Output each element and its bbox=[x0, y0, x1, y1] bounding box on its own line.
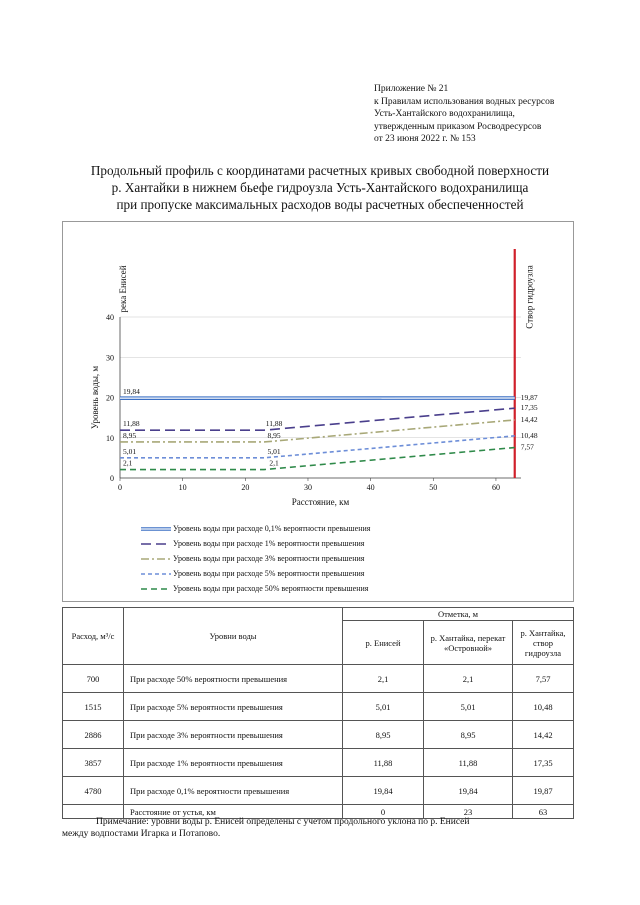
y-tick-label: 0 bbox=[110, 474, 114, 483]
cell-v2: 23 bbox=[424, 805, 513, 819]
header-flow: Расход, м³/с bbox=[63, 608, 124, 665]
data-label: 2,1 bbox=[269, 458, 279, 468]
chart-frame bbox=[62, 221, 574, 602]
y-tick-label: 10 bbox=[106, 433, 114, 443]
legend-swatch bbox=[141, 570, 171, 578]
cell-v1: 8,95 bbox=[343, 721, 424, 749]
cell-v1: 2,1 bbox=[343, 665, 424, 693]
legend-label: Уровень воды при расходе 50% вероятности превышения bbox=[173, 584, 369, 593]
legend-swatch bbox=[141, 525, 171, 533]
legend-item bbox=[141, 581, 541, 596]
legend-item bbox=[141, 521, 541, 536]
cell-v3: 10,48 bbox=[513, 693, 574, 721]
data-label: 10,48 bbox=[520, 430, 538, 440]
note-text: Примечание: уровни воды р. Енисей определены с учетом продольного уклона по р. Енисей bbox=[96, 817, 470, 827]
header-mark: Отметка, м bbox=[343, 608, 574, 621]
series-line bbox=[120, 408, 515, 430]
cell-v2: 11,88 bbox=[424, 749, 513, 777]
table-row bbox=[63, 693, 574, 721]
appendix-line: от 23 июня 2022 г. № 153 bbox=[374, 134, 476, 144]
subheader-rift: р. Хантайка, перекат «Островной» bbox=[424, 621, 513, 665]
legend-item bbox=[141, 566, 541, 581]
table-row bbox=[63, 721, 574, 749]
cell-flow: 2886 bbox=[63, 721, 124, 749]
cell-desc: При расходе 50% вероятности превышения bbox=[124, 665, 343, 693]
cell-v2: 2,1 bbox=[424, 665, 513, 693]
x-tick-label: 50 bbox=[429, 483, 438, 492]
legend-item bbox=[141, 536, 541, 551]
series-line bbox=[120, 420, 515, 442]
cell-v3: 17,35 bbox=[513, 749, 574, 777]
x-tick-label: 0 bbox=[118, 483, 122, 492]
y-axis-label: Уровень воды, м bbox=[90, 365, 100, 430]
legend-label: Уровень воды при расходе 5% вероятности превышения bbox=[173, 569, 365, 578]
cell-v1: 19,84 bbox=[343, 777, 424, 805]
subheader-dam: р. Хантайка, створ гидроузла bbox=[513, 621, 574, 665]
data-label: 5,01 bbox=[123, 446, 137, 456]
right-marker-label: Створ гидроузла bbox=[524, 265, 535, 329]
appendix-line: к Правилам использования водных ресурсов bbox=[374, 96, 555, 107]
data-label: 7,57 bbox=[520, 442, 534, 452]
title-line: р. Хантайки в нижнем бьефе гидроузла Усть-Хантайского водохранилища bbox=[111, 180, 529, 195]
title-line: Продольный профиль с координатами расчетных кривых свободной поверхности bbox=[90, 163, 550, 178]
cell-flow: 1515 bbox=[63, 693, 124, 721]
legend-item bbox=[141, 551, 541, 566]
data-label: 2,1 bbox=[123, 458, 133, 468]
x-tick-label: 20 bbox=[241, 483, 250, 492]
data-label: 19,87 bbox=[520, 393, 538, 403]
series-line bbox=[120, 436, 515, 458]
data-label: 8,95 bbox=[267, 430, 281, 440]
document-title bbox=[40, 162, 600, 213]
appendix-line: утвержденным приказом Росводресурсов bbox=[374, 121, 542, 132]
legend-swatch bbox=[141, 540, 171, 548]
cell-v3: 19,87 bbox=[513, 777, 574, 805]
left-marker-label: река Енисей bbox=[118, 265, 128, 313]
cell-v2: 8,95 bbox=[424, 721, 513, 749]
x-tick-label: 30 bbox=[303, 483, 312, 492]
x-tick-label: 40 bbox=[366, 483, 375, 492]
x-axis-label: Расстояние, км bbox=[291, 497, 350, 507]
legend-swatch bbox=[141, 555, 171, 563]
data-label: 14,42 bbox=[520, 414, 538, 424]
y-tick-label: 20 bbox=[106, 393, 114, 403]
legend-swatch bbox=[141, 585, 171, 593]
subheader-yenisei: р. Енисей bbox=[343, 621, 424, 665]
appendix-line: Усть-Хантайского водохранилища, bbox=[374, 109, 515, 119]
cell-v1: 11,88 bbox=[343, 749, 424, 777]
data-label: 5,01 bbox=[267, 446, 281, 456]
cell-v1: 0 bbox=[343, 805, 424, 819]
levels-table bbox=[62, 607, 574, 819]
note-text-continued: между водпостами Игарка и Потапово. bbox=[62, 829, 221, 839]
table-row bbox=[63, 749, 574, 777]
x-tick-label: 10 bbox=[178, 483, 187, 492]
title-line: при пропуске максимальных расходов воды расчетных обеспеченностей bbox=[116, 197, 524, 212]
legend-label: Уровень воды при расходе 1% вероятности превышения bbox=[173, 539, 365, 548]
cell-flow: 700 bbox=[63, 665, 124, 693]
y-tick-label: 40 bbox=[106, 313, 114, 322]
header-levels: Уровни воды bbox=[124, 608, 343, 665]
cell-v3: 14,42 bbox=[513, 721, 574, 749]
cell-v2: 5,01 bbox=[424, 693, 513, 721]
cell-v1: 5,01 bbox=[343, 693, 424, 721]
data-label: 17,35 bbox=[520, 403, 538, 413]
cell-desc: При расходе 5% вероятности превышения bbox=[124, 693, 343, 721]
cell-desc: При расходе 0,1% вероятности превышения bbox=[124, 777, 343, 805]
data-label: 8,95 bbox=[123, 430, 137, 440]
cell-flow: 4780 bbox=[63, 777, 124, 805]
cell-v3: 63 bbox=[513, 805, 574, 819]
data-label: 11,88 bbox=[123, 419, 140, 429]
y-tick-label: 30 bbox=[106, 353, 114, 363]
legend-label: Уровень воды при расходе 3% вероятности превышения bbox=[173, 554, 365, 563]
chart-legend bbox=[141, 521, 541, 596]
cell-v3: 7,57 bbox=[513, 665, 574, 693]
cell-desc: При расходе 3% вероятности превышения bbox=[124, 721, 343, 749]
cell-flow: 3857 bbox=[63, 749, 124, 777]
data-label: 19,84 bbox=[123, 387, 140, 397]
cell-desc: При расходе 1% вероятности превышения bbox=[124, 749, 343, 777]
appendix-note bbox=[374, 83, 614, 146]
cell-v2: 19,84 bbox=[424, 777, 513, 805]
data-label: 11,88 bbox=[265, 419, 283, 429]
cell-desc: Расстояние от устья, км bbox=[124, 805, 343, 819]
table-row bbox=[63, 777, 574, 805]
appendix-line: Приложение № 21 bbox=[374, 84, 449, 94]
x-tick-label: 60 bbox=[491, 483, 500, 492]
table-row bbox=[63, 665, 574, 693]
legend-label: Уровень воды при расходе 0,1% вероятности превышения bbox=[173, 524, 371, 533]
